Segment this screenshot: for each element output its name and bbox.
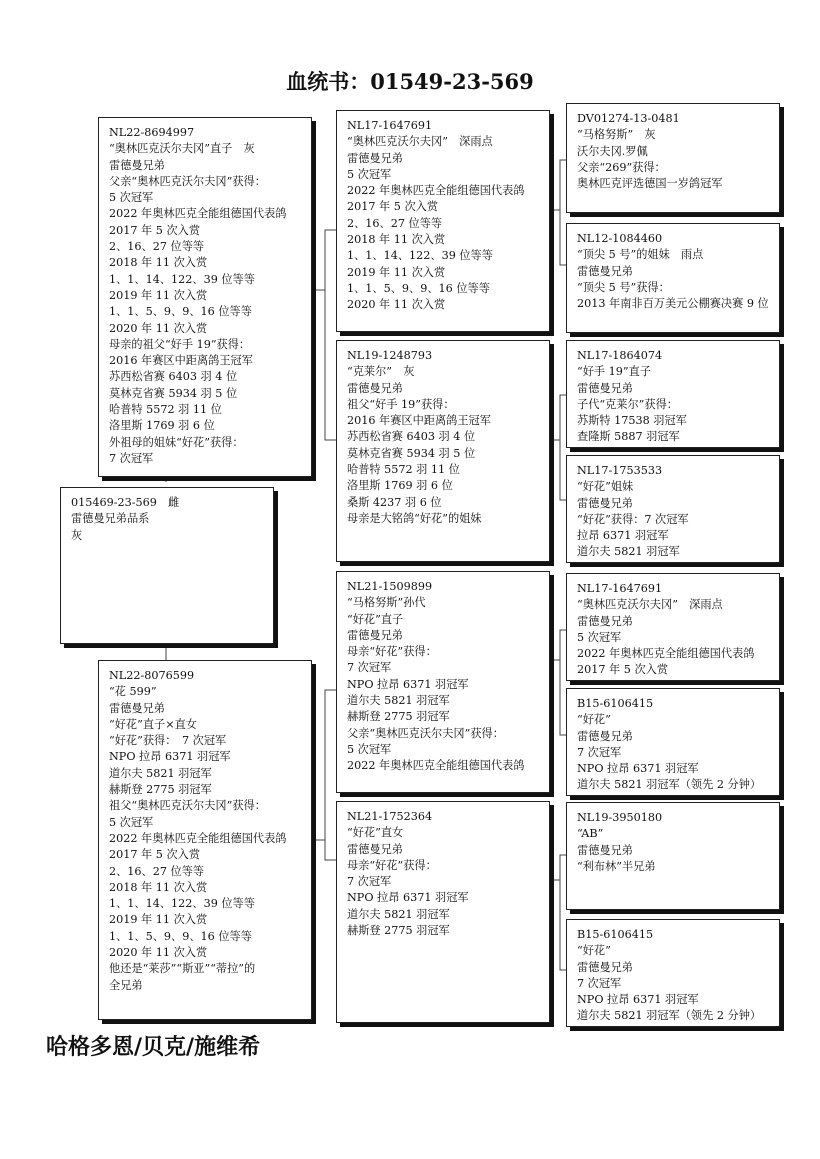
dam-line: 2017 年 5 次入赏 [109,848,201,862]
page-title: 血统书：01549-23-569 [286,69,534,94]
pedigree-line: NL12-1084460 [577,232,663,245]
breeder-names: 哈格多恩/贝克/施维希 [46,1035,261,1060]
pedigree-line: NL21-1752364 [347,810,433,823]
pedigree-line: 苏西松省赛 6403 羽 4 位 [347,430,476,444]
sire-line: 2022 年奥林匹克全能组德国代表鸽 [109,207,287,221]
pedigree-line: 5 次冠军 [577,630,622,644]
pedigree-line: 2018 年 11 次入赏 [347,233,446,247]
pedigree-line: 母亲是大铭鸽“好花”的姐妹 [347,511,482,525]
pedigree-line: 雷德曼兄弟 [577,614,633,628]
pedigree-line: 7 次冠军 [577,745,622,759]
sire-line: 2018 年 11 次入赏 [109,256,208,270]
sire-line: 母亲的祖父“好手 19”获得： [109,337,251,351]
dam-line: 1、1、14、122、39 位等等 [109,897,255,911]
dam-line: 2、16、27 位等等 [109,864,205,878]
sire-line: 2017 年 5 次入赏 [109,223,201,237]
pedigree-line: 2、16、27 位等等 [347,216,443,230]
pedigree-line: 雷德曼兄弟 [577,843,633,857]
pedigree-line: 哈普特 5572 羽 11 位 [347,463,460,477]
dam-line: 赫斯登 2775 羽冠军 [109,783,212,797]
dam-line: 2022 年奥林匹克全能组德国代表鸽 [109,831,287,845]
granddam-maternal-card [336,801,550,1023]
pedigree-line: NL17-1753533 [577,464,663,477]
connector-gp4 [550,855,566,970]
sire-card [98,117,312,477]
sire-line: 洛里斯 1769 羽 6 位 [109,419,215,433]
pedigree-line: 2020 年 11 次入赏 [347,298,446,312]
pedigree-line: 道尔夫 5821 羽冠军 [347,694,450,708]
sire-line: 2019 年 11 次入赏 [109,288,208,302]
grandsire-paternal-card [336,110,550,332]
pedigree-line: B15-6106415 [577,697,654,710]
pedigree-line: “好花”姐妹 [577,480,634,494]
pedigree-line: NL19-1248793 [347,349,433,362]
connector-gp2 [550,395,566,500]
pedigree-line: 赫斯登 2775 羽冠军 [347,710,450,724]
pedigree-line: 5 次冠军 [347,742,392,756]
sire-line: 哈普特 5572 羽 11 位 [109,403,222,417]
sire-line: 雷德曼兄弟 [109,158,165,172]
connector-gp1 [550,160,566,265]
dam-line: 他还是“莱莎”“斯亚”“蒂拉”的 [109,962,256,976]
dam-line: 2020 年 11 次入赏 [109,946,208,960]
pedigree-line: 雷德曼兄弟 [347,381,403,395]
dam-line: “花 599” [109,685,157,699]
pedigree-line: 父亲“奥林匹克沃尔夫冈”获得： [347,726,504,740]
sire-line: 2016 年赛区中距离鸽王冠军 [109,354,253,368]
sire-line: 外祖母的姐妹“好花”获得： [109,435,244,449]
sire-line: 2020 年 11 次入赏 [109,321,208,335]
pedigree-line: 父亲“269”获得： [577,160,666,174]
pedigree-line: 拉昂 6371 羽冠军 [577,529,669,543]
pedigree-line: 苏斯特 17538 羽冠军 [577,414,687,428]
pedigree-line: 1、1、14、122、39 位等等 [347,249,493,263]
pedigree-line: “奥林匹克沃尔夫冈” 深雨点 [347,135,493,149]
dam-line: 5 次冠军 [109,815,154,829]
pedigree-line: 雷德曼兄弟 [577,381,633,395]
sire-line: NL22-8694997 [109,126,195,139]
sire-line: 2、16、27 位等等 [109,240,205,254]
connector-gp3 [550,630,566,735]
pedigree-line: 子代“克莱尔”获得： [577,397,678,411]
pedigree-line: “好花” [577,944,611,958]
subject-card [60,487,274,644]
great-grandparent-card [566,919,780,1027]
great-grandparent-card [566,688,780,796]
pedigree-line: B15-6106415 [577,928,654,941]
great-grandparent-card [566,802,780,910]
dam-line: NL22-8076599 [109,669,195,682]
great-grandparent-card [566,223,780,333]
great-grandparent-card [566,340,780,448]
pedigree-line: NPO 拉昂 6371 羽冠军 [347,891,469,905]
pedigree-line: 7 次冠军 [347,875,392,889]
granddam-paternal-card [336,340,550,562]
pedigree-line: 道尔夫 5821 羽冠军 [577,545,680,559]
pedigree-line: 雷德曼兄弟 [577,496,633,510]
pedigree-line: “马格努斯”孙代 [347,596,426,610]
sire-line: 苏西松省赛 6403 羽 4 位 [109,370,238,384]
dam-line: 2019 年 11 次入赏 [109,913,208,927]
dam-line: “好花”获得： 7 次冠军 [109,734,227,748]
pedigree-line: NL17-1864074 [577,349,663,362]
pedigree-line: 莫林克省赛 5934 羽 5 位 [347,446,476,460]
dam-line: NPO 拉昂 6371 羽冠军 [109,750,231,764]
dam-line: “好花”直子×直女 [109,717,197,731]
pedigree-line: “奥林匹克沃尔夫冈” 深雨点 [577,598,723,612]
pedigree-line: 沃尔夫冈.罗佩 [577,144,648,158]
great-grandparent-card [566,103,780,213]
pedigree-line: 2019 年 11 次入赏 [347,265,446,279]
great-grandparent-card [566,455,780,563]
dam-line: 2018 年 11 次入赏 [109,880,208,894]
pedigree-line: 祖父“好手 19”获得： [347,397,455,411]
great-grandparent-card [566,573,780,681]
pedigree-line: 2022 年奥林匹克全能组德国代表鸽 [347,759,525,773]
pedigree-line: “马格努斯” 灰 [577,128,656,142]
pedigree-line: 2017 年 5 次入赏 [347,200,439,214]
subject-line: 灰 [71,528,83,542]
pedigree-line: “克莱尔” 灰 [347,365,415,379]
sire-line: “奥林匹克沃尔夫冈”直子 灰 [109,142,255,156]
pedigree-line: 桑斯 4237 羽 6 位 [347,495,442,509]
pedigree-line: 洛里斯 1769 羽 6 位 [347,479,453,493]
pedigree-line: 2013 年南非百万美元公棚赛决赛 9 位 [577,297,769,311]
pedigree-line: 母亲“好花”获得： [347,858,437,872]
sire-line: 1、1、5、9、9、16 位等等 [109,305,252,319]
pedigree-line: NPO 拉昂 6371 羽冠军 [347,677,469,691]
pedigree-line: NL17-1647691 [577,582,663,595]
sire-line: 1、1、14、122、39 位等等 [109,272,255,286]
pedigree-line: 2022 年奥林匹克全能组德国代表鸽 [577,647,755,661]
pedigree-line: 雷德曼兄弟 [347,842,403,856]
pedigree-line: “好手 19”直子 [577,365,651,379]
pedigree-line: DV01274-13-0481 [577,112,680,125]
pedigree-line: “好花”直女 [347,826,404,840]
pedigree-line: 雷德曼兄弟 [347,151,403,165]
dam-card [98,660,312,1020]
sire-line: 7 次冠军 [109,451,154,465]
sire-line: 父亲“奥林匹克沃尔夫冈”获得： [109,174,266,188]
dam-line: 1、1、5、9、9、16 位等等 [109,929,252,943]
pedigree-line: NPO 拉昂 6371 羽冠军 [577,762,699,776]
subject-line: 雷德曼兄弟品系 [71,512,150,526]
pedigree-line: 赫斯登 2775 羽冠军 [347,924,450,938]
pedigree-line: 1、1、5、9、9、16 位等等 [347,281,490,295]
dam-line: 全兄弟 [109,978,143,992]
subject-ring: 015469-23-569 雌 [71,496,180,509]
pedigree-line: NL21-1509899 [347,580,433,593]
dam-line: 祖父“奥林匹克沃尔夫冈”获得： [109,799,266,813]
pedigree-line: 雷德曼兄弟 [577,960,633,974]
pedigree-line: 查隆斯 5887 羽冠军 [577,430,680,444]
pedigree-line: NL19-3950180 [577,811,663,824]
dam-line: 雷德曼兄弟 [109,701,165,715]
pedigree-line: 7 次冠军 [577,976,622,990]
pedigree-line: “顶尖 5 号”获得： [577,280,670,294]
pedigree-line: 雷德曼兄弟 [577,729,633,743]
pedigree-line: NPO 拉昂 6371 羽冠军 [577,993,699,1007]
pedigree-line: 道尔夫 5821 羽冠军 [347,907,450,921]
pedigree-line: 2017 年 5 次入赏 [577,663,669,677]
pedigree-line: “顶尖 5 号”的姐妹 雨点 [577,248,704,262]
sire-line: 莫林克省赛 5934 羽 5 位 [109,386,238,400]
pedigree-line: 雷德曼兄弟 [347,628,403,642]
pedigree-line: 道尔夫 5821 羽冠军（领先 2 分钟） [577,778,762,792]
pedigree-line: “好花”直子 [347,612,404,626]
pedigree-line: 5 次冠军 [347,167,392,181]
pedigree-line: 7 次冠军 [347,661,392,675]
dam-line: 道尔夫 5821 羽冠军 [109,766,212,780]
pedigree-line: 雷德曼兄弟 [577,264,633,278]
connector-sire-grandparents [312,230,336,440]
pedigree-line: 道尔夫 5821 羽冠军（领先 2 分钟） [577,1009,762,1023]
sire-line: 5 次冠军 [109,191,154,205]
pedigree-line: “利布林”半兄弟 [577,859,656,873]
pedigree-line: “好花”获得：7 次冠军 [577,512,689,526]
grandsire-maternal-card [336,571,550,793]
pedigree-line: NL17-1647691 [347,119,433,132]
connector-dam-grandparents [312,690,336,860]
pedigree-line: “AB” [577,827,604,841]
pedigree-line: “好花” [577,713,611,727]
pedigree-line: 母亲“好花”获得： [347,645,437,659]
pedigree-line: 2022 年奥林匹克全能组德国代表鸽 [347,184,525,198]
pedigree-line: 奥林匹克评选德国一岁鸽冠军 [577,177,723,191]
pedigree-line: 2016 年赛区中距离鸽王冠军 [347,414,491,428]
